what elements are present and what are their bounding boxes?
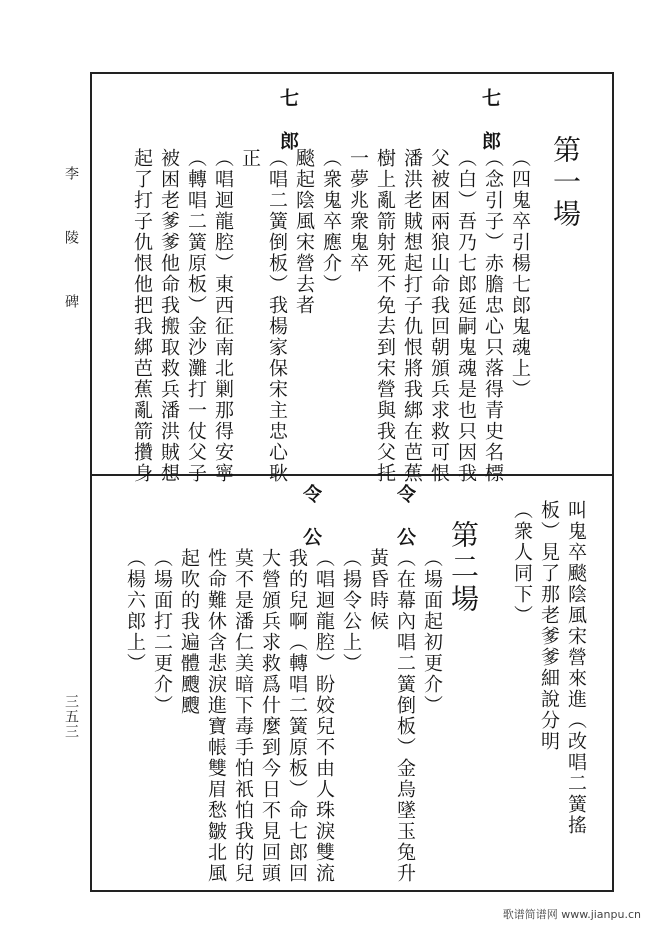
script-line: 一夢兆衆鬼卒: [347, 148, 369, 274]
script-line: 莫不是潘仁美暗下毒手怕祇怕我的兒: [232, 548, 254, 884]
script-line: （唱迴龍腔）盼姣兒不由人珠淚雙流: [313, 548, 335, 884]
script-line: （白）吾乃七郎延嗣鬼魂是也只因我: [455, 148, 477, 484]
script-line: （場面打二更介）: [151, 548, 173, 716]
scene-2-heading: 第二場: [447, 520, 480, 616]
scene-1-role-label: 七郎: [479, 88, 501, 174]
script-line: 潘洪老賊想起打子仇恨將我綁在芭蕉: [401, 148, 423, 484]
scene-2-role-label: 令公: [300, 484, 322, 570]
script-line: （揚令公上）: [340, 548, 362, 674]
script-line: 樹上亂箭射死不免去到宋營與我父托: [374, 148, 396, 484]
page-number: 三五三: [63, 694, 79, 739]
script-line: 板）見了那老爹爹細說分明: [538, 500, 560, 752]
script-line: （四鬼卒引楊七郎鬼魂上）: [509, 148, 531, 400]
watermark: 歌谱简谱网 www.jianpu.cn: [502, 908, 641, 921]
script-line: 大營頒兵求救爲什麼到今日不見回頭: [259, 548, 281, 884]
scene-1-heading: 第一場: [549, 135, 582, 231]
script-line: （衆鬼卒應介）: [320, 148, 342, 295]
script-line: 起吹的我遍體颼颼: [178, 548, 200, 716]
scene-1-role-label: 七郎: [277, 88, 299, 174]
script-line: （場面起初更介）: [421, 548, 443, 716]
script-line: （唱迴龍腔）東西征南北剿那得安寧: [212, 148, 234, 484]
script-line: 颷起陰風宋營去者: [293, 148, 315, 316]
script-line: 黃昏時候: [367, 548, 389, 632]
script-line: 叫鬼卒颷陰風宋營來進（改唱二簧搖: [565, 500, 587, 836]
script-line: （楊六郎上）: [124, 548, 146, 674]
script-line: 我的兒啊（轉唱二簧原板）命七郎回: [286, 548, 308, 884]
script-line: 起了打子仇恨他把我綁芭蕉亂箭攢身: [131, 148, 153, 484]
script-line: （在幕內唱二簧倒板）金烏墜玉兔升: [394, 548, 416, 884]
script-line: 性命難休含悲淚進寶帳雙眉愁皺北風: [205, 548, 227, 884]
script-line: 被困老爹爹他命我搬取救兵潘洪賊想: [158, 148, 180, 484]
script-line: （唱二簧倒板）我楊家保宋主忠心耿: [266, 148, 288, 484]
script-line: （衆人同下）: [511, 500, 533, 626]
script-line: （念引子）赤膽忠心只落得青史名標: [482, 148, 504, 484]
scene-2-role-label: 令公: [394, 484, 416, 570]
script-line: （轉唱二簧原板）金沙灘打一仗父子: [185, 148, 207, 484]
script-line: 父被困兩狼山命我回朝頒兵求救可恨: [428, 148, 450, 484]
script-line: 正: [239, 148, 261, 169]
running-title: 李陵碑: [63, 166, 79, 358]
